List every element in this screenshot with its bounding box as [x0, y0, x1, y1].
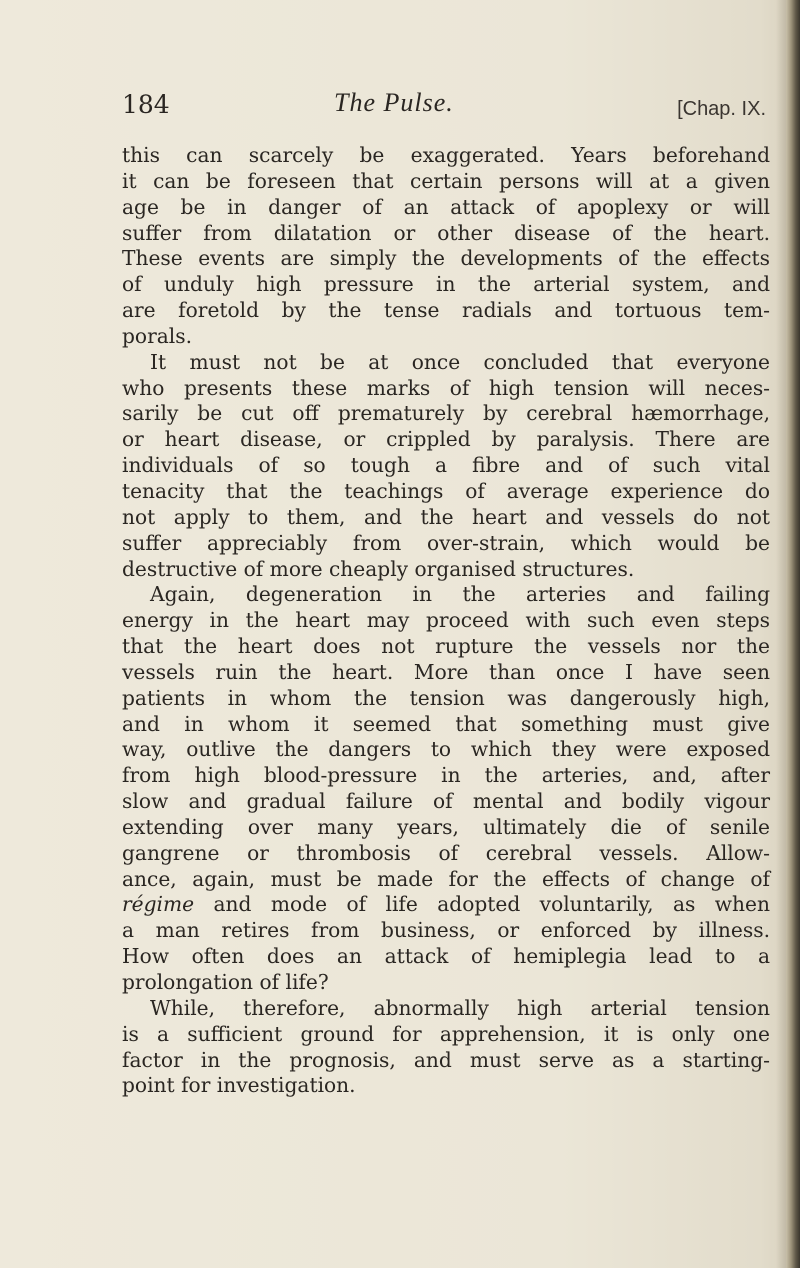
text-line: suffer from dilatation or other disease of the heart. [122, 220, 770, 245]
text-line: suffer appreciably from over-strain, which would be [122, 530, 770, 555]
text-line: factor in the prognosis, and must serve as a starting- [122, 1047, 770, 1072]
text-line: How often does an attack of hemiplegia lead to a [122, 944, 770, 969]
text-line: of unduly high pressure in the arterial system, and [122, 272, 770, 297]
text-line [122, 892, 770, 918]
text-line: a man retires from business, or enforced by illness. [122, 918, 770, 943]
text-line: gangrene or thrombosis of cerebral vessels. Allow- [122, 840, 770, 865]
page-number: 184 [122, 90, 170, 119]
running-title: The Pulse. [334, 88, 454, 117]
text-line: porals. [122, 323, 192, 348]
text-line: slow and gradual failure of mental and bodily vigour [122, 789, 770, 814]
text-line: it can be foreseen that certain persons will at a given [122, 168, 770, 193]
text-line: extending over many years, ultimately die of senile [122, 814, 770, 839]
text-line: from high blood-pressure in the arteries, and, after [122, 763, 770, 788]
text-line: and in whom it seemed that something must give [122, 711, 770, 736]
running-header [122, 86, 766, 130]
text-line: prolongation of life? [122, 970, 329, 994]
text-line: not apply to them, and the heart and vessels do not [122, 504, 770, 529]
text-line: individuals of so tough a fibre and of such vital [122, 453, 770, 478]
text-line: destructive of more cheaply organised structures. [122, 556, 635, 581]
page-edge [786, 0, 800, 1268]
text-line: who presents these marks of high tension will neces- [122, 375, 770, 400]
body-text [122, 143, 770, 1099]
text-line: While, therefore, abnormally high arterial tension [150, 995, 770, 1020]
text-line: tenacity that the teachings of average experience do [122, 478, 770, 503]
text-line: It must not be at once concluded that everyone [150, 349, 770, 374]
text-line: vessels ruin the heart. More than once I have seen [122, 659, 770, 684]
text-line: Again, degeneration in the arteries and failing [150, 582, 770, 607]
text-line: this can scarcely be exaggerated. Years beforehand [122, 143, 770, 167]
text-line: energy in the heart may proceed with such even steps [122, 608, 770, 633]
text-line: These events are simply the developments of the effects [122, 246, 770, 271]
text-line: sarily be cut off prematurely by cerebral hæmorrhage, [122, 401, 770, 426]
text-line: is a sufficient ground for apprehension, it is only one [122, 1021, 770, 1046]
page-shadow [776, 0, 786, 1268]
text-line: age be in danger of an attack of apoplexy or will [122, 194, 770, 219]
text-line: patients in whom the tension was dangerously high, [122, 685, 770, 710]
italic-word: régime [122, 892, 195, 917]
chapter-reference: [Chap. IX. [677, 98, 766, 120]
text-line: that the heart does not rupture the vessels nor the [122, 634, 770, 659]
text-line: ance, again, must be made for the effects of change of [122, 866, 770, 891]
text-line: are foretold by the tense radials and tortuous tem- [122, 298, 770, 323]
text-line: way, outlive the dangers to which they were exposed [122, 737, 770, 762]
line-rest: and mode of life adopted voluntarily, as when [194, 892, 770, 917]
text-line: or heart disease, or crippled by paralysis. There are [122, 427, 770, 452]
text-line: point for investigation. [122, 1073, 356, 1098]
